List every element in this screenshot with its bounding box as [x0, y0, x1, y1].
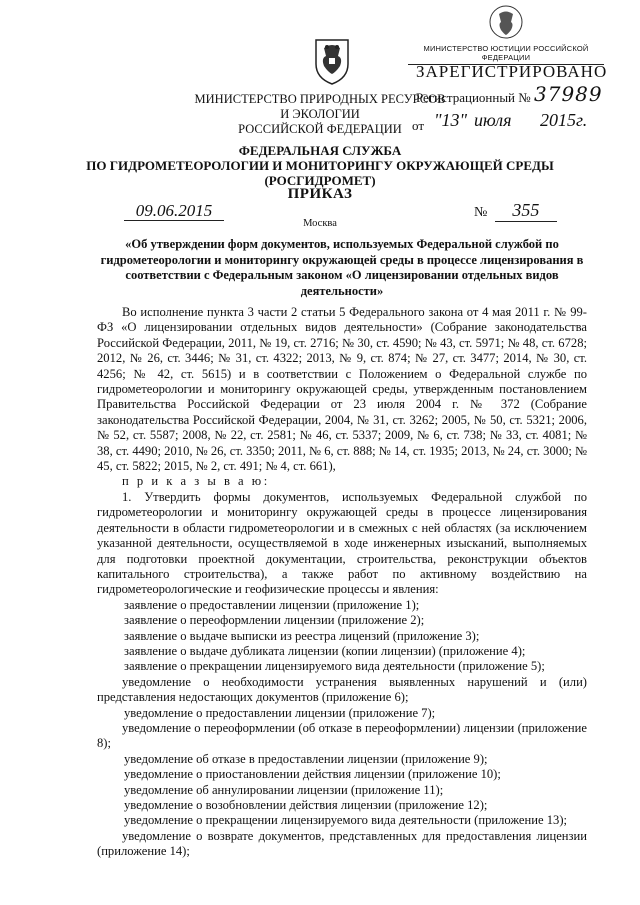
order-number: 355	[495, 200, 557, 222]
stamp-from-label: от	[412, 118, 425, 133]
list-item: уведомление о возврате документов, представленных для предоставления лицензии (приложение 14);	[97, 828, 587, 859]
order-subject: «Об утверждении форм документов, используемых Федеральной службой по гидрометеорологии и мониторингу окружающей среды в процессе лицензирования в соответствии с Федеральным законом «О лицензировании отдельных видов деятельности»	[100, 237, 584, 298]
list-item: уведомление об аннулировании лицензии (приложение 11);	[124, 782, 444, 797]
service-line-2: ПО ГИДРОМЕТЕОРОЛОГИИ И МОНИТОРИНГУ ОКРУЖАЮЩЕЙ СРЕДЫ	[86, 158, 554, 173]
list-item: заявление о предоставлении лицензии (приложение 1);	[124, 597, 420, 612]
service-line-3: (РОСГИДРОМЕТ)	[264, 173, 376, 188]
order-title: ПРИКАЗ	[287, 186, 353, 202]
order-number-line	[474, 200, 557, 222]
stamp-year: 2015г.	[540, 110, 588, 130]
forms-list	[97, 598, 587, 860]
stamp-month: июля	[474, 110, 512, 130]
list-item: уведомление о приостановлении действия лицензии (приложение 10);	[124, 767, 501, 782]
ministry-line-2: РОССИЙСКОЙ ФЕДЕРАЦИИ	[238, 122, 402, 136]
list-item: уведомление о прекращении лицензируемого вида деятельности (приложение 13);	[124, 813, 568, 828]
list-item: заявление о прекращении лицензируемого вида деятельности (приложение 5);	[124, 659, 545, 674]
ministry-header	[190, 92, 450, 137]
service-header	[0, 143, 640, 188]
stamp-reg-number: 37989	[534, 82, 603, 106]
service-line-1: ФЕДЕРАЛЬНАЯ СЛУЖБА	[238, 143, 402, 158]
preamble-paragraph: Во исполнение пункта 3 части 2 статьи 5 Федерального закона от 4 мая 2011 г. № 99-ФЗ «О лицензировании отдельных видов деятельности» (Собрание законодательства Российской Федерации, 2011, № 19, ст. 2716; № 30, ст. 4590; № 43, ст. 5971; № 48, ст. 6728; 2012, № 26, ст. 3446; № 31, ст. 4322; 2013, № 9, ст. 874; № 27, ст. 3477; 2014, № 30, ст. 4256; № 42, ст. 5615) и в соответствии с Положением о Федеральной службе по гидрометеорологии и мониторингу окружающей среды, утвержденным постановлением Правительства Российской Федерации от 23 июля 2004 г. № 372 (Собрание законодательства Российской Федерации, 2004, № 31, ст. 3262; 2005, № 50, ст. 5321; 2006, № 52, ст. 5587; 2008, № 22, ст. 2581; № 46, ст. 5337; 2009, № 6, ст. 738; № 33, ст. 4081; № 38, ст. 4490; 2010, № 26, ст. 3350; 2011, № 6, ст. 888; № 14, ст. 1935; 2013, № 24, ст. 3000; № 45, ст. 5822; 2015, № 2, ст. 491; № 4, ст. 661),	[97, 305, 587, 474]
stamp-day: "13"	[434, 110, 468, 130]
list-item: уведомление об отказе в предоставлении лицензии (приложение 9);	[124, 751, 488, 766]
stamp-ministry: МИНИСТЕРСТВО ЮСТИЦИИ РОССИЙСКОЙ ФЕДЕРАЦИИ	[408, 44, 604, 65]
order-body	[97, 305, 587, 860]
order-date: 09.06.2015	[124, 202, 224, 221]
ministry-line-1: МИНИСТЕРСТВО ПРИРОДНЫХ РЕСУРСОВ И ЭКОЛОГИИ	[194, 92, 446, 121]
seal-icon	[488, 4, 524, 40]
coat-of-arms-emblem	[310, 36, 354, 86]
list-item: уведомление о возобновлении действия лицензии (приложение 12);	[124, 798, 488, 812]
list-item: заявление о выдаче дубликата лицензии (копии лицензии) (приложение 4);	[124, 643, 526, 658]
list-item: уведомление о переоформлении (об отказе в переоформлении) лицензии (приложение 8);	[97, 720, 587, 751]
stamp-reg-label: Регистрационный №	[416, 90, 531, 105]
list-item: уведомление о предоставлении лицензии (приложение 7);	[124, 705, 436, 720]
order-number-label: №	[474, 205, 488, 220]
list-item: заявление о выдаче выписки из реестра лицензий (приложение 3);	[124, 628, 480, 643]
list-item: заявление о переоформлении лицензии (приложение 2);	[124, 613, 425, 628]
point-1-paragraph: 1. Утвердить формы документов, используемых Федеральной службой по гидрометеорологии и мониторингу окружающей среды в процессе лицензирования деятельности в области гидрометеорологии и в смежных с ней областях (за исключением указанной деятельности, осуществляемой в ходе инженерных изысканий, выполняемых для подготовки проектной документации, строительства, реконструкции объектов капитального строительства), а также работ по активному воздействию на гидрометеорологические и геофизические процессы и явления:	[97, 489, 587, 597]
order-word: п р и к а з ы в а ю:	[122, 474, 270, 489]
order-city: Москва	[303, 218, 337, 229]
stamp-registered: ЗАРЕГИСТРИРОВАНО	[416, 62, 608, 81]
list-item: уведомление о необходимости устранения выявленных нарушений и (или) представления недостающих документов (приложение 6);	[97, 674, 587, 705]
